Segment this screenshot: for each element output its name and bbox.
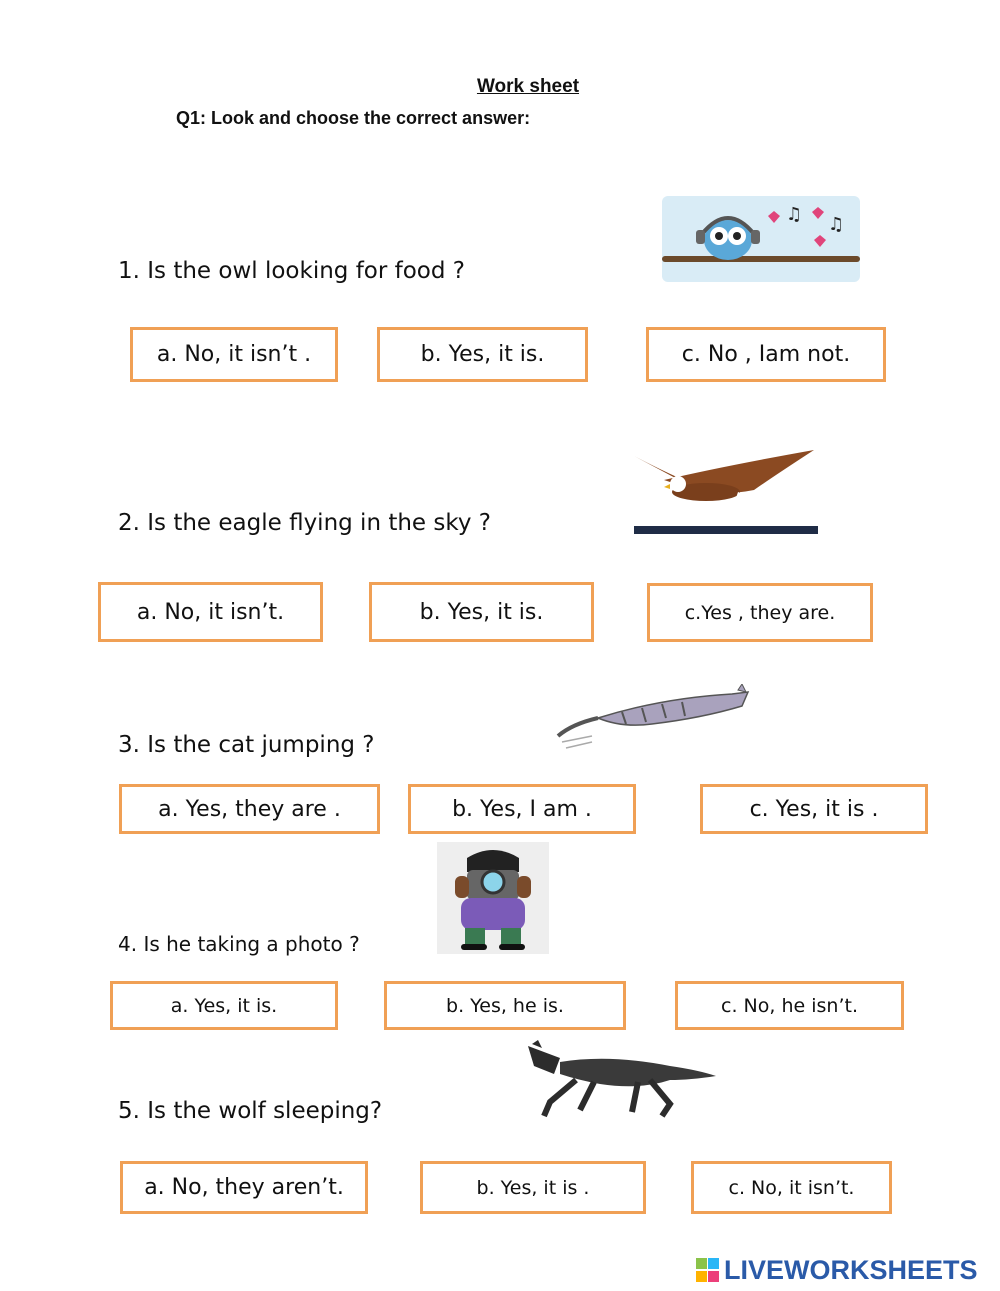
q4-option-c[interactable]: c. No, he isn’t.: [675, 981, 904, 1030]
question-1-text: 1. Is the owl looking for food ?: [118, 258, 465, 284]
svg-text:♫: ♫: [828, 214, 845, 235]
boy-photo-image: [437, 842, 549, 954]
brand-text: LIVEWORKSHEETS: [724, 1254, 978, 1285]
q3-option-c[interactable]: c. Yes, it is .: [700, 784, 928, 834]
liveworksheets-logo-icon: [696, 1256, 720, 1284]
instruction-text: Q1: Look and choose the correct answer:: [176, 108, 531, 128]
question-2-text: 2. Is the eagle flying in the sky ?: [118, 510, 492, 536]
q5-option-a[interactable]: a. No, they aren’t.: [120, 1161, 368, 1214]
q3-option-b[interactable]: b. Yes, I am .: [408, 784, 636, 834]
q1-option-a[interactable]: a. No, it isn’t .: [130, 327, 338, 382]
svg-text:♫: ♫: [786, 204, 803, 225]
q5-option-c[interactable]: c. No, it isn’t.: [691, 1161, 892, 1214]
q4-option-a[interactable]: a. Yes, it is.: [110, 981, 338, 1030]
q1-option-b[interactable]: b. Yes, it is.: [377, 327, 588, 382]
cat-image: [552, 684, 754, 750]
liveworksheets-brand[interactable]: [696, 1254, 978, 1286]
question-3-text: 3. Is the cat jumping ?: [118, 732, 375, 758]
question-5-text: 5. Is the wolf sleeping?: [118, 1098, 383, 1124]
question-4-text: 4. Is he taking a photo ?: [118, 932, 360, 956]
q2-option-c[interactable]: c.Yes , they are.: [647, 583, 873, 642]
q4-option-b[interactable]: b. Yes, he is.: [384, 981, 626, 1030]
q3-option-a[interactable]: a. Yes, they are .: [119, 784, 380, 834]
q2-option-a[interactable]: a. No, it isn’t.: [98, 582, 323, 642]
wolf-image: [520, 1040, 720, 1120]
q1-option-c[interactable]: c. No , Iam not.: [646, 327, 886, 382]
worksheet-title: Work sheet: [476, 76, 580, 97]
owl-image: [662, 196, 860, 282]
eagle-image: [634, 446, 820, 536]
q2-option-b[interactable]: b. Yes, it is.: [369, 582, 594, 642]
q5-option-b[interactable]: b. Yes, it is .: [420, 1161, 646, 1214]
